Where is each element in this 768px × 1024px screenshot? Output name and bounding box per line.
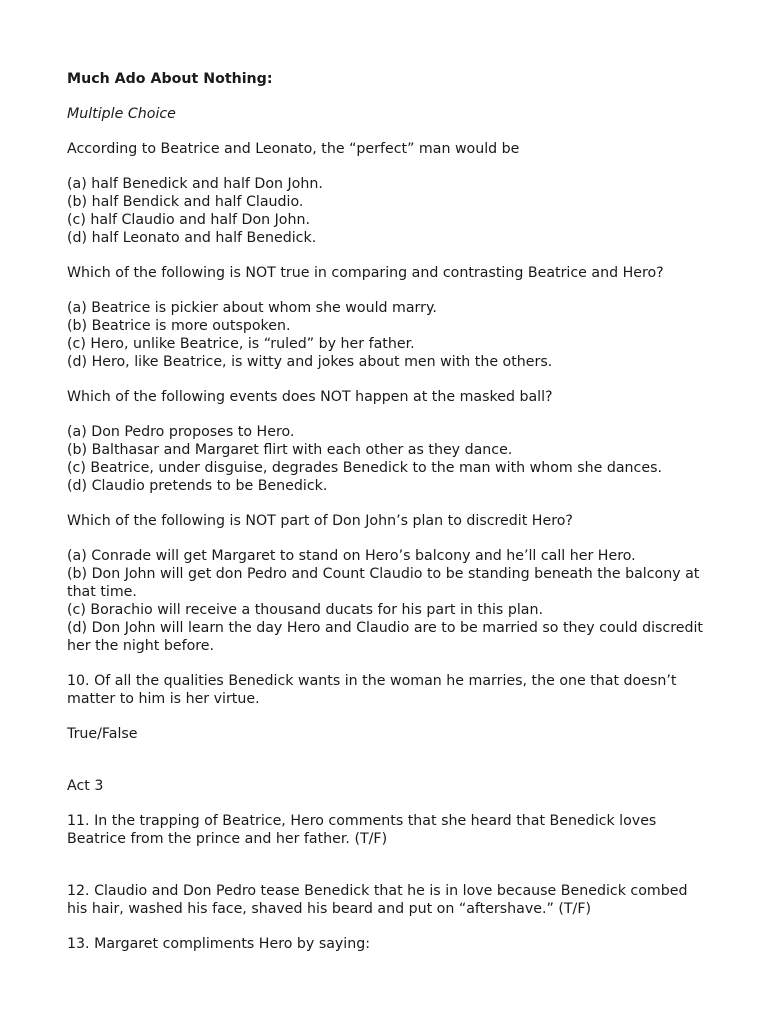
question-13: 13. Margaret compliments Hero by saying: [67, 936, 371, 952]
answer-option: (b) Beatrice is more outspoken. [67, 318, 291, 334]
answer-option: (d) Don John will learn the day Hero and Claudio are to be married so they could discredit her the night before. [67, 620, 703, 654]
answer-option: (a) half Benedick and half Don John. [67, 176, 323, 192]
answer-option: (a) Don Pedro proposes to Hero. [67, 424, 295, 440]
answer-options [67, 299, 707, 371]
answer-option: (d) half Leonato and half Benedick. [67, 230, 317, 246]
question-prompt: Which of the following is NOT true in comparing and contrasting Beatrice and Hero? [67, 265, 664, 281]
answer-option: (c) half Claudio and half Don John. [67, 212, 310, 228]
question-prompt: Which of the following events does NOT happen at the masked ball? [67, 389, 553, 405]
question-12: 12. Claudio and Don Pedro tease Benedick that he is in love because Benedick combed his hair, washed his face, shaved his beard and put on “aftershave.” (T/F) [67, 883, 688, 917]
answer-options [67, 547, 707, 655]
answer-option: (a) Beatrice is pickier about whom she would marry. [67, 300, 437, 316]
answer-option: (a) Conrade will get Margaret to stand on Hero’s balcony and he’ll call her Hero. [67, 548, 636, 564]
question-11: 11. In the trapping of Beatrice, Hero comments that she heard that Benedick loves Beatrice from the prince and her father. (T/F) [67, 813, 657, 847]
section-subtitle: Multiple Choice [67, 106, 176, 122]
answer-option: (d) Claudio pretends to be Benedick. [67, 478, 328, 494]
answer-option: (d) Hero, like Beatrice, is witty and jokes about men with the others. [67, 354, 553, 370]
question-prompt: Which of the following is NOT part of Don John’s plan to discredit Hero? [67, 513, 573, 529]
answer-option: (c) Borachio will receive a thousand ducats for his part in this plan. [67, 602, 543, 618]
answer-option: (b) Don John will get don Pedro and Count Claudio to be standing beneath the balcony at that time. [67, 566, 700, 600]
document-title: Much Ado About Nothing: [67, 71, 273, 87]
answer-option: (b) Balthasar and Margaret flirt with each other as they dance. [67, 442, 513, 458]
answer-options [67, 423, 707, 495]
answer-option: (b) half Bendick and half Claudio. [67, 194, 304, 210]
answer-options [67, 175, 707, 247]
document-page [67, 70, 707, 970]
question-10: 10. Of all the qualities Benedick wants in the woman he marries, the one that doesn’t matter to him is her virtue. [67, 673, 677, 707]
act-heading: Act 3 [67, 778, 104, 794]
true-false-heading: True/False [67, 726, 138, 742]
answer-option: (c) Beatrice, under disguise, degrades Benedick to the man with whom she dances. [67, 460, 662, 476]
question-prompt: According to Beatrice and Leonato, the “perfect” man would be [67, 141, 520, 157]
answer-option: (c) Hero, unlike Beatrice, is “ruled” by her father. [67, 336, 415, 352]
